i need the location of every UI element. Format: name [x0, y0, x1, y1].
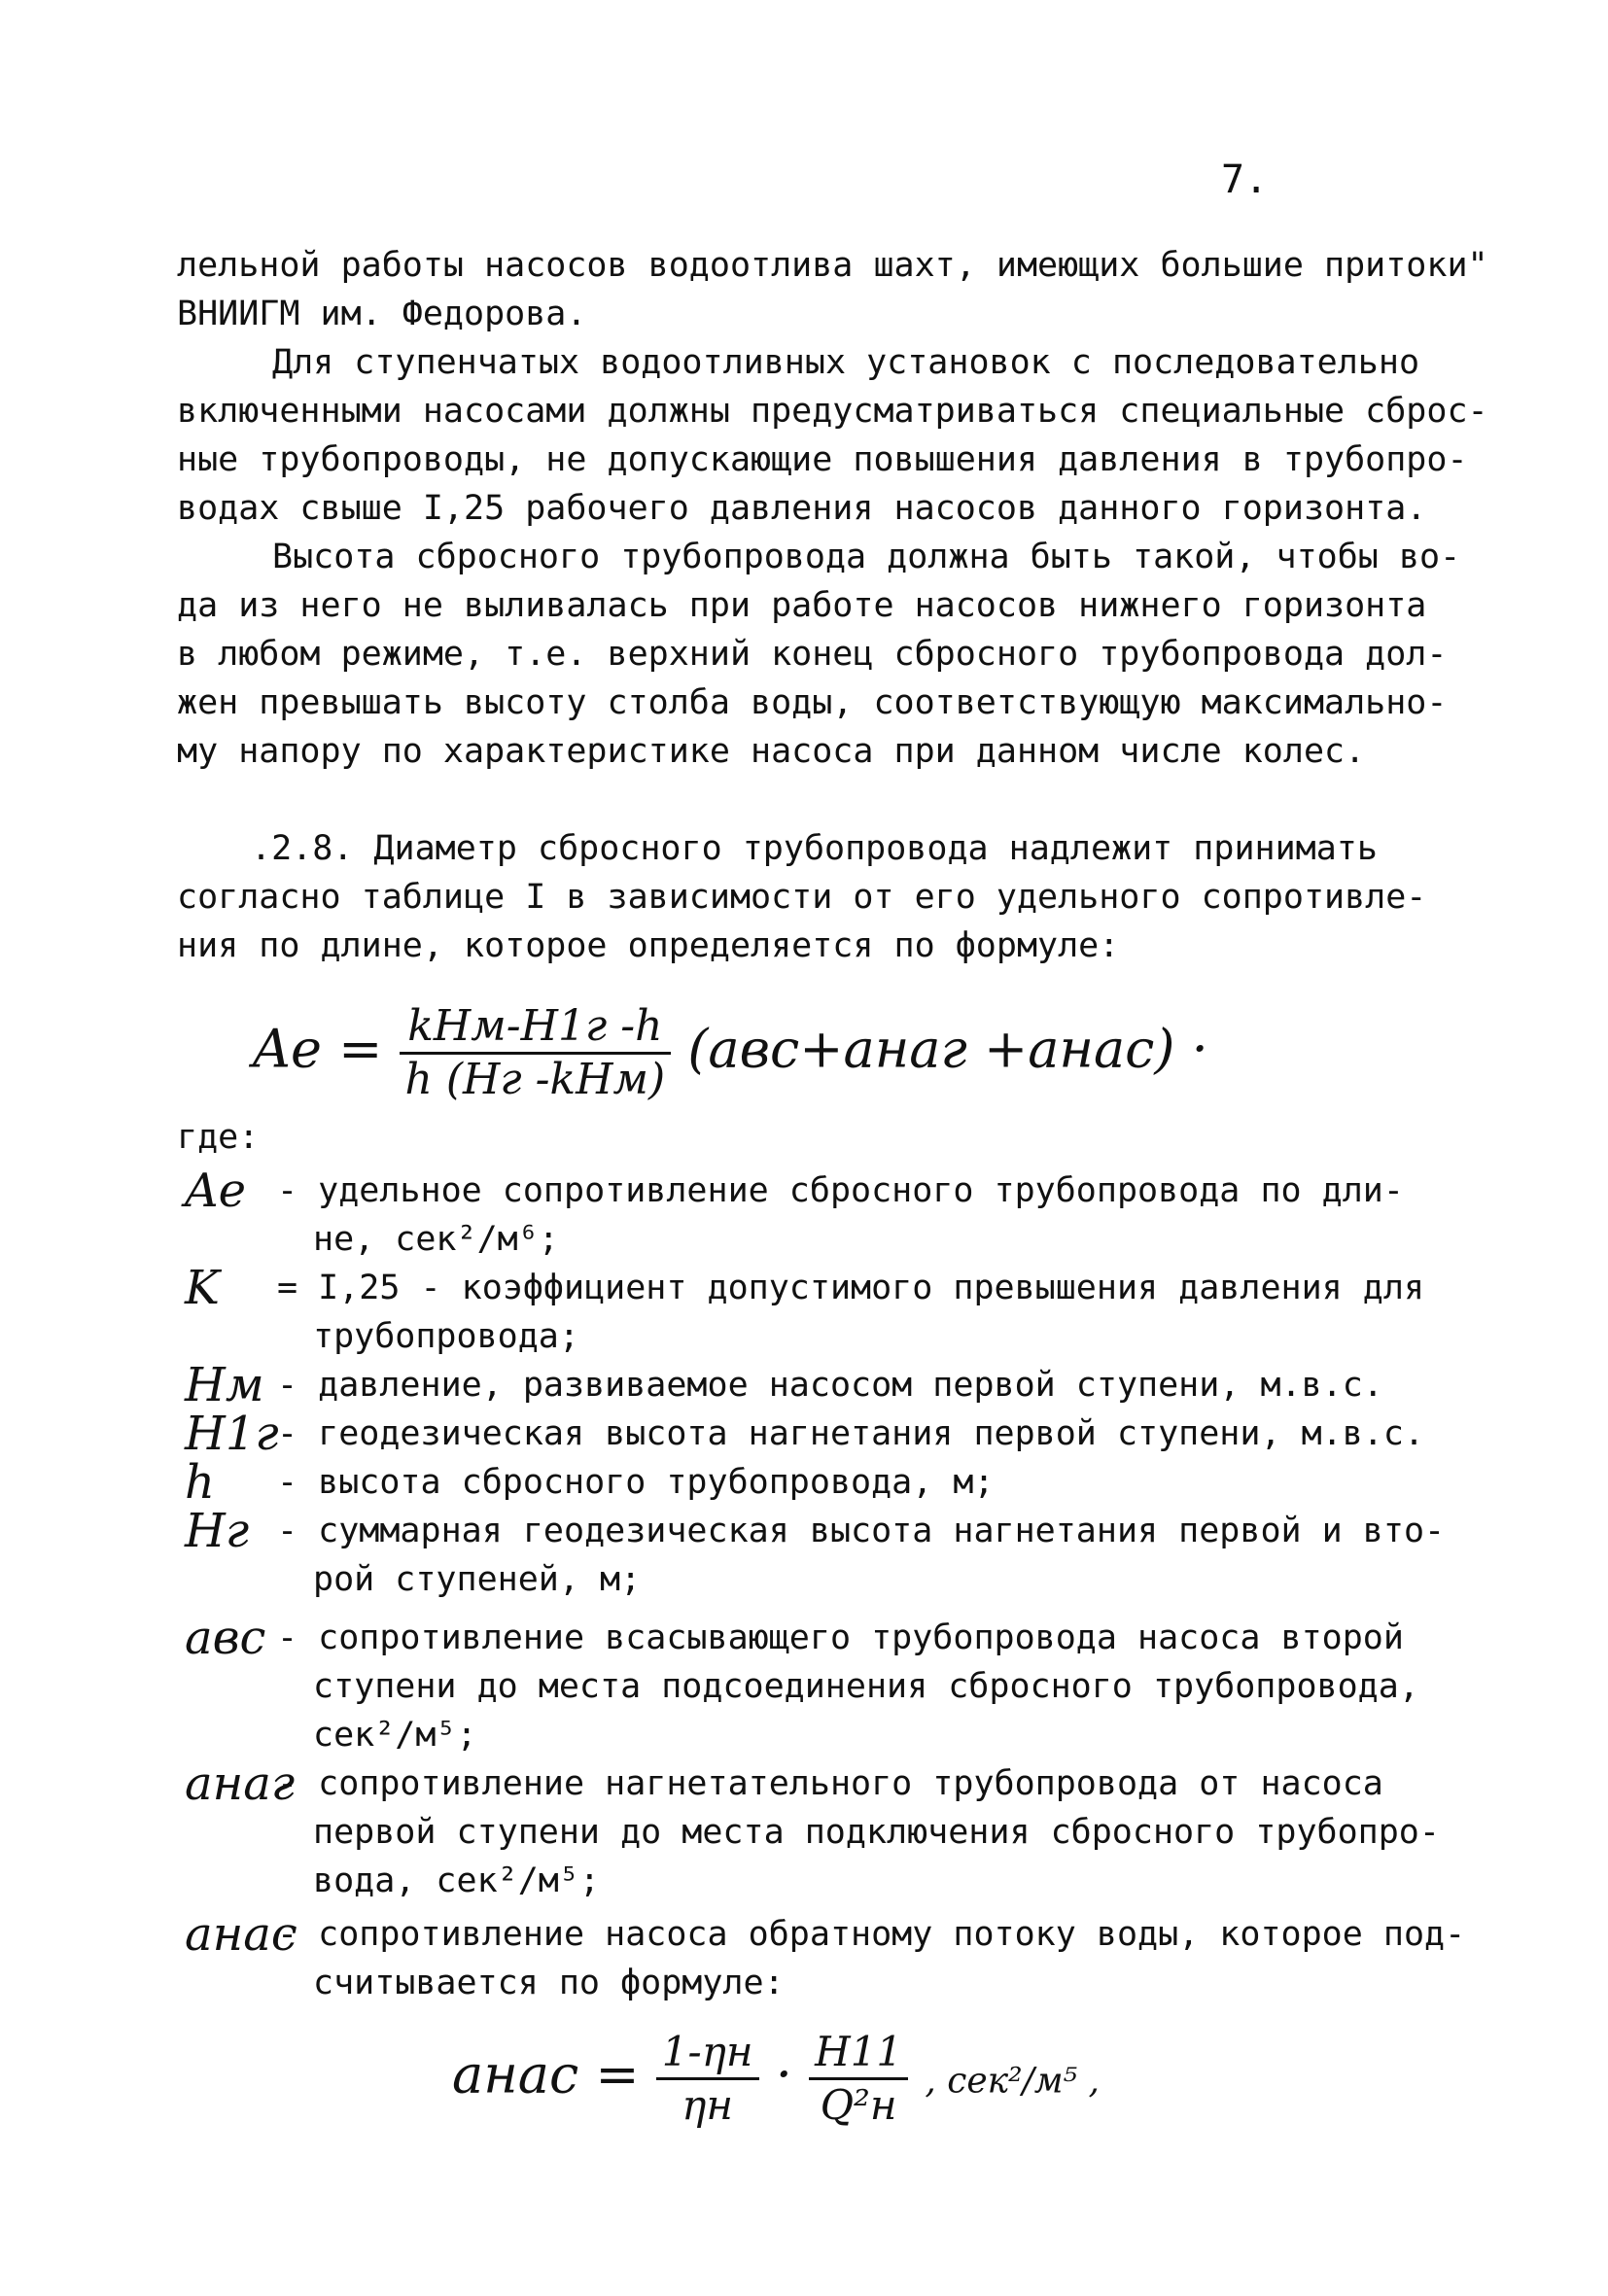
- para2-line-4: жен превышать высоту столба воды, соответствующую максимально-: [177, 683, 1448, 722]
- def-anag-line-3: вода, сек²/м⁵;: [313, 1861, 601, 1900]
- def-avs-line-3: сек²/м⁵;: [313, 1716, 477, 1755]
- formula-2-frac1-denominator: ηн: [682, 2081, 734, 2129]
- def-avs-line-2: ступени до места подсоединения сбросного трубопровода,: [313, 1667, 1419, 1706]
- para1-line-1: Для ступенчатых водоотливных установок с последовательно: [272, 343, 1420, 382]
- def-k-line-2: трубопровода;: [313, 1317, 579, 1356]
- formula-2-frac2-numerator: H11: [809, 2027, 908, 2080]
- formula-1: [253, 1001, 1208, 1105]
- intro-line-2: ВНИИГМ им. Федорова.: [177, 295, 587, 333]
- def-anas-line-1: - сопротивление насоса обратному потоку воды, которое под-: [277, 1915, 1466, 1954]
- intro-line-1: лельной работы насосов водоотлива шахт, имеющих большие притоки": [177, 246, 1488, 285]
- formula-2-lhs: aнас =: [452, 2043, 640, 2105]
- def-h-line-1: - высота сбросного трубопровода, м;: [277, 1463, 995, 1502]
- symbol-anas: aнас: [185, 1907, 297, 1962]
- formula-2-frac1-numerator: 1-ηн: [656, 2027, 759, 2080]
- symbol-k: K: [185, 1261, 220, 1315]
- symbol-h: h: [185, 1455, 215, 1510]
- para2-line-5: му напору по характеристике насоса при данном числе колес.: [177, 732, 1366, 771]
- def-hm-line-1: - давление, развиваемое насосом первой ступени, м.в.с.: [277, 1366, 1383, 1405]
- para2-line-1: Высота сбросного трубопровода должна быть такой, чтобы во-: [272, 538, 1461, 576]
- symbol-anag: aнаг: [185, 1757, 296, 1811]
- formula-1-numerator: kHм-H1г -h: [400, 1001, 672, 1055]
- para3-line-3: ния по длине, которое определяется по формуле:: [177, 926, 1120, 965]
- def-ae-line-2: не, сек²/м⁶;: [313, 1220, 559, 1259]
- page-number: 7.: [1221, 157, 1269, 202]
- where-label: где:: [177, 1118, 260, 1157]
- formula-1-fraction: [400, 1001, 672, 1105]
- symbol-ae: Ae: [185, 1164, 247, 1218]
- formula-1-bracket: (aвс+aнаг +aнас): [687, 1018, 1175, 1080]
- formula-1-lhs: Ae =: [253, 1018, 383, 1080]
- formula-1-tail: ·: [1191, 1018, 1208, 1080]
- symbol-hg: Hг: [185, 1504, 250, 1558]
- formula-2-unit: , сек²/м⁵ ,: [925, 2061, 1100, 2102]
- def-avs-line-1: - сопротивление всасывающего трубопровода насоса второй: [277, 1618, 1404, 1657]
- para2-line-2: да из него не выливалась при работе насосов нижнего горизонта: [177, 586, 1427, 625]
- formula-2-fraction-1: [656, 2027, 759, 2131]
- def-anas-line-2: считывается по формуле:: [313, 1964, 785, 2002]
- formula-2: [452, 2027, 1100, 2131]
- formula-1-denominator: h (Hг -kHм): [404, 1055, 666, 1104]
- def-anag-line-2: первой ступени до места подключения сбросного трубопро-: [313, 1813, 1440, 1852]
- para1-line-4: водах свыше I,25 рабочего давления насосов данного горизонта.: [177, 489, 1427, 528]
- def-anag-line-1: - сопротивление нагнетательного трубопровода от насоса: [277, 1764, 1383, 1803]
- def-k-line-1: = I,25 - коэффициент допустимого превышения давления для: [277, 1269, 1425, 1307]
- formula-2-frac2-denominator: Q²н: [820, 2081, 897, 2129]
- formula-2-dot: ·: [775, 2043, 792, 2105]
- symbol-hm: Hм: [185, 1358, 264, 1412]
- para3-line-1: .2.8. Диаметр сбросного трубопровода надлежит принимать: [251, 829, 1378, 868]
- def-h1g-line-1: - геодезическая высота нагнетания первой ступени, м.в.с.: [277, 1414, 1425, 1453]
- symbol-avs: aвс: [185, 1611, 266, 1665]
- para1-line-2: включенными насосами должны предусматриваться специальные сброс-: [177, 392, 1488, 431]
- def-hg-line-2: рой ступеней, м;: [313, 1560, 642, 1599]
- para1-line-3: ные трубопроводы, не допускающие повышения давления в трубопро-: [177, 440, 1468, 479]
- symbol-h1g: H1г: [185, 1407, 279, 1461]
- para2-line-3: в любом режиме, т.е. верхний конец сбросного трубопровода дол-: [177, 635, 1448, 674]
- def-ae-line-1: - удельное сопротивление сбросного трубопровода по дли-: [277, 1171, 1404, 1210]
- formula-2-fraction-2: [809, 2027, 908, 2131]
- para3-line-2: согласно таблице I в зависимости от его удельного сопротивле-: [177, 878, 1427, 917]
- def-hg-line-1: - суммарная геодезическая высота нагнетания первой и вто-: [277, 1512, 1446, 1550]
